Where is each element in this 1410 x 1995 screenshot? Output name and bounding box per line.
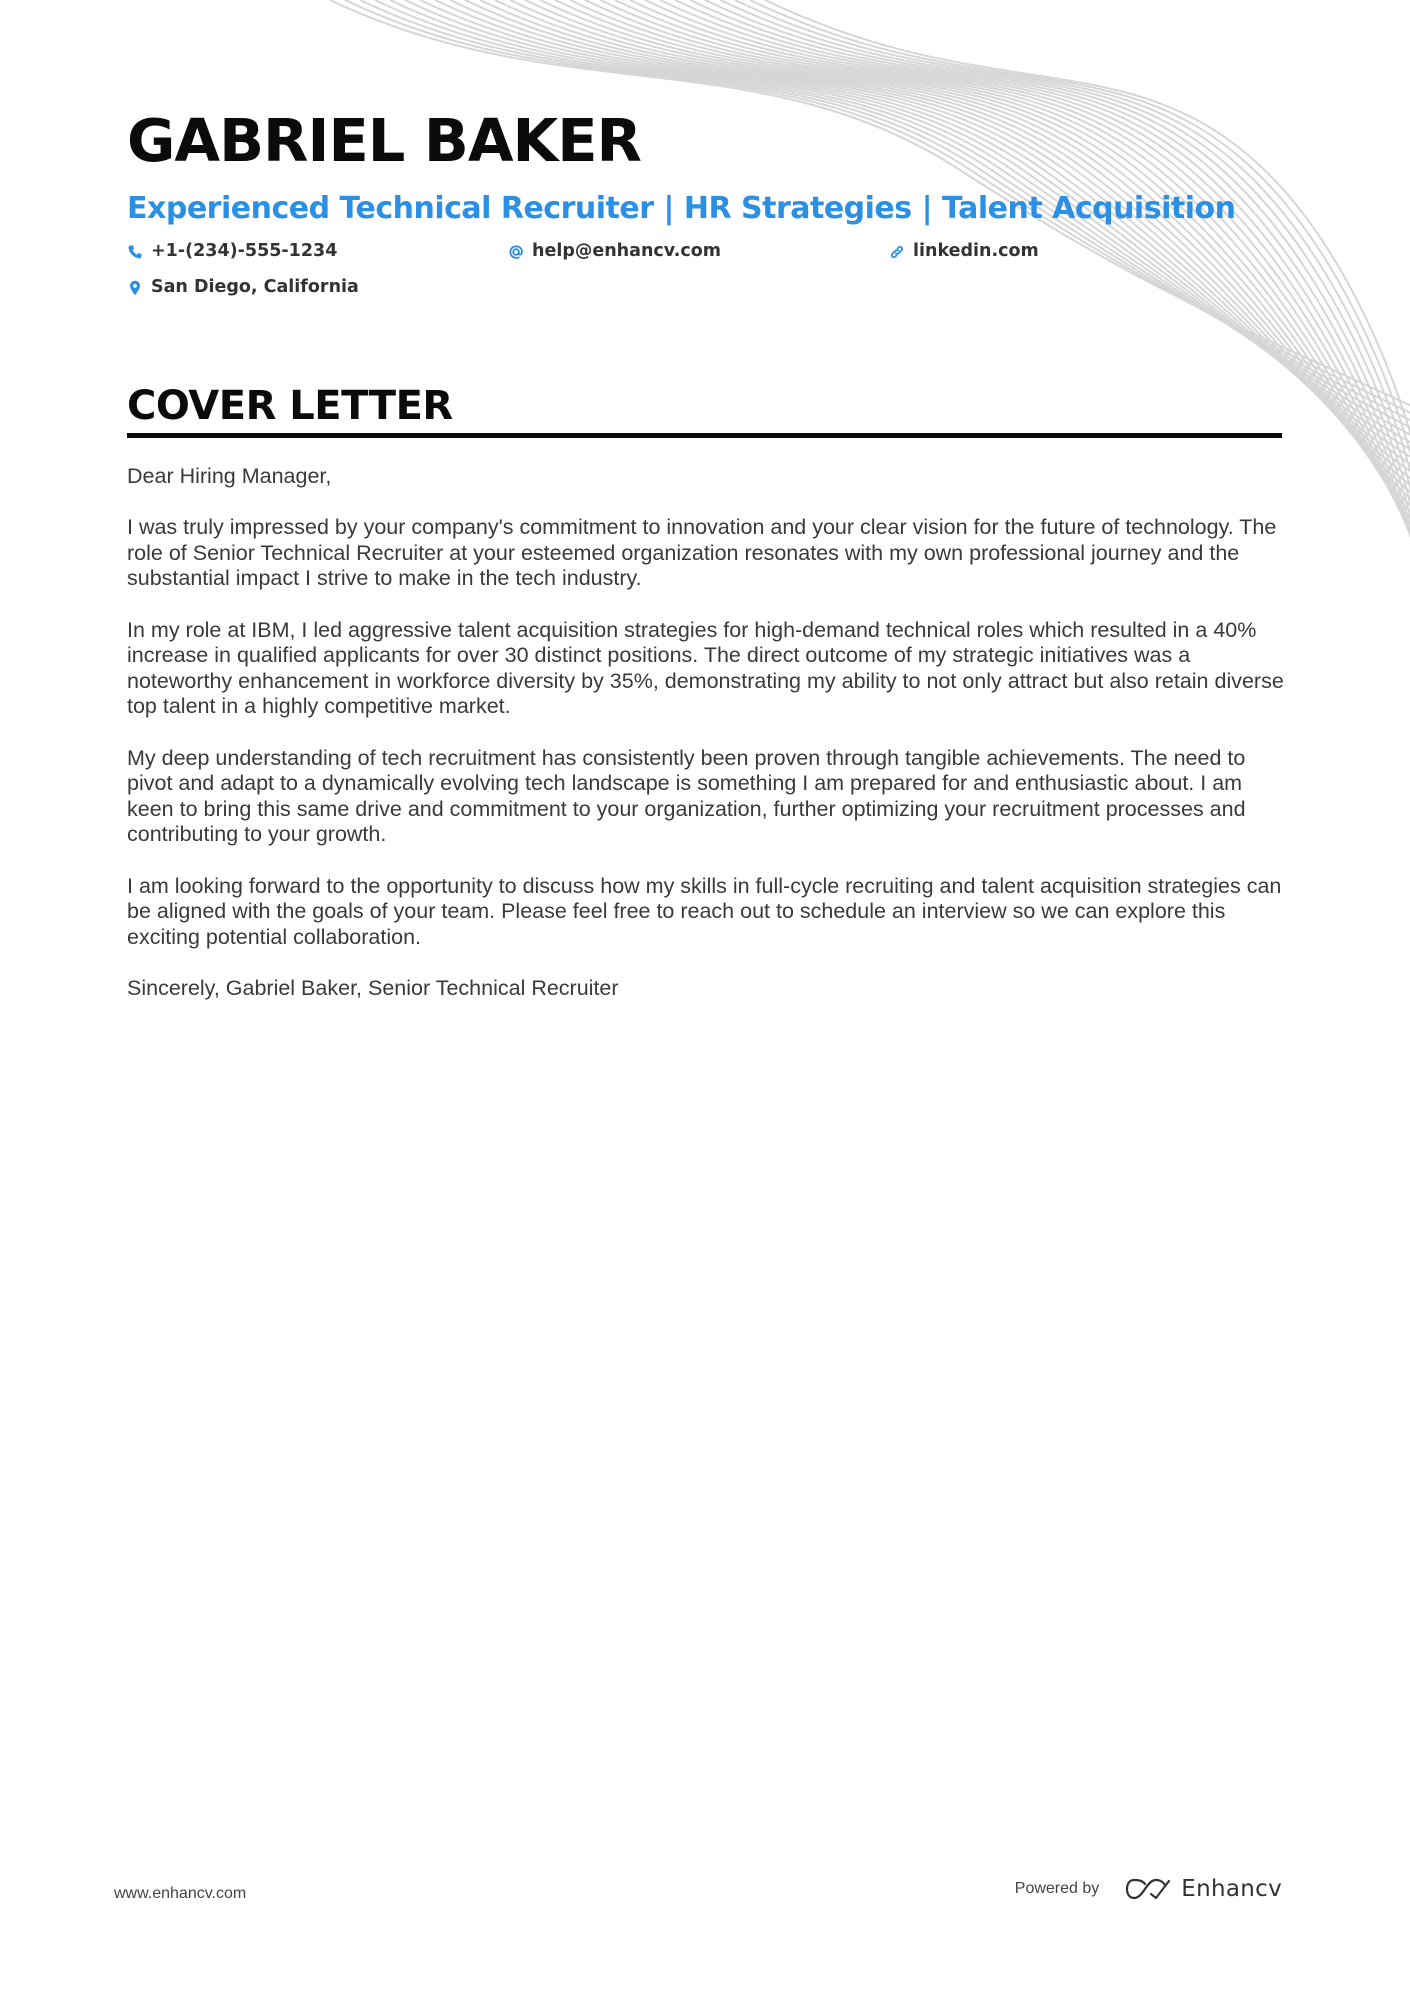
section-title: COVER LETTER xyxy=(127,383,453,429)
link-icon xyxy=(889,244,905,260)
letter-greeting: Dear Hiring Manager, xyxy=(127,464,332,488)
letter-paragraph: My deep understanding of tech recruitment has consistently been proven through tangible achievements. The need to pivot and adapt to a dynamically evolving tech landscape is something I am prepared for and enthusiastic about. I am keen to bring this same drive and commitment to your organization, further optimizing your recruitment processes and contributing to your growth. xyxy=(127,745,1246,847)
letter-paragraph: I was truly impressed by your company's commitment to innovation and your clear vision for the future of technology. The role of Senior Technical Recruiter at your esteemed organization resonates with my own professional journey and the substantial impact I strive to make in the tech industry. xyxy=(127,515,1277,591)
footer-site-link[interactable]: www.enhancv.com xyxy=(114,1885,247,1902)
letter-paragraph: In my role at IBM, I led aggressive talent acquisition strategies for high-demand technical roles which resulted in a 40% increase in qualified applicants for over 30 distinct positions. The direct outcome of my strategic initiatives was a noteworthy enhancement in workforce diversity by 35%, demonstrating my ability to not only attract but also retain diverse top talent in a highly competitive market. xyxy=(127,617,1284,719)
powered-by-label: Powered by xyxy=(1014,1880,1100,1897)
footer-branding xyxy=(1015,1876,1282,1902)
letter-body xyxy=(127,464,1285,1027)
headline: Experienced Technical Recruiter | HR Strategies | Talent Acquisition xyxy=(127,191,1236,226)
letter-paragraph: I am looking forward to the opportunity to discuss how my skills in full-cycle recruiting and talent acquisition strategies can be aligned with the goals of your team. Please feel free to reach out to schedule an interview so we can explore this exciting potential collaboration. xyxy=(127,873,1282,949)
phone-text: +1-(234)-555-1234 xyxy=(151,241,338,261)
letter-closing: Sincerely, Gabriel Baker, Senior Technical Recruiter xyxy=(127,975,619,1000)
location-text: San Diego, California xyxy=(151,277,359,297)
brand-name: Enhancv xyxy=(1181,1876,1282,1902)
contact-location xyxy=(127,279,359,297)
contact-phone[interactable] xyxy=(127,243,337,261)
at-icon xyxy=(508,244,524,260)
location-pin-icon xyxy=(127,280,143,296)
section-divider xyxy=(127,433,1282,438)
contact-email[interactable] xyxy=(508,243,721,261)
website-text: linkedin.com xyxy=(913,241,1039,261)
contact-website[interactable] xyxy=(889,243,1039,261)
email-text: help@enhancv.com xyxy=(532,241,722,261)
enhancv-logo-icon xyxy=(1125,1877,1171,1901)
candidate-name: GABRIEL BAKER xyxy=(127,106,641,175)
phone-icon xyxy=(127,244,143,260)
